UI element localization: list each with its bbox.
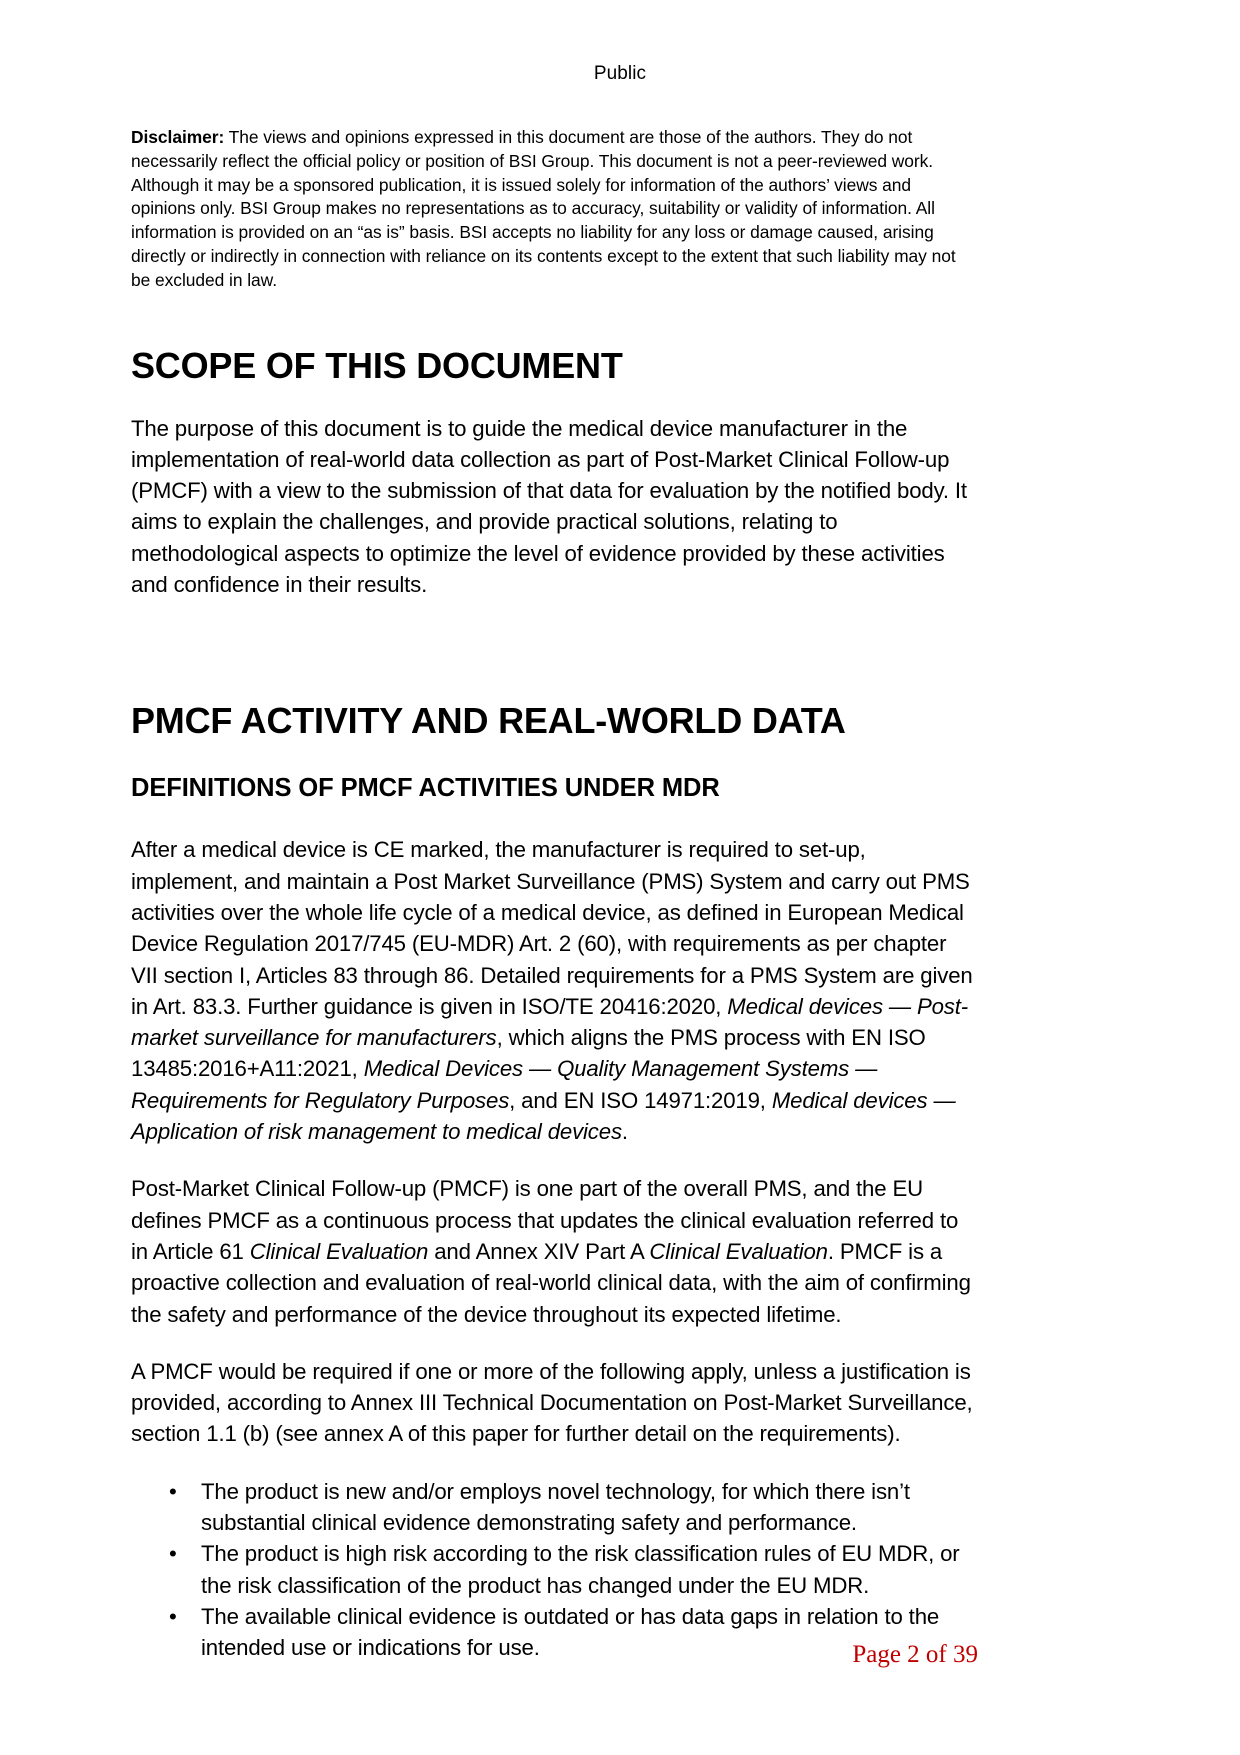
text-run: . PMCF is a proactive collection and evaluation of real-world clinical data, with the aim of confirming the safety and performance of the device throughout its expected lifetime. xyxy=(131,1238,971,1327)
heading-definitions-of-pmcf-activities-under-mdr: DEFINITIONS OF PMCF ACTIVITIES UNDER MDR xyxy=(131,774,720,803)
heading-pmcf-activity-and-real-world-data: PMCF ACTIVITY AND REAL-WORLD DATA xyxy=(131,700,846,742)
heading-scope-of-this-document: SCOPE OF THIS DOCUMENT xyxy=(131,344,623,386)
text-run: Post-Market Clinical Follow-up (PMCF) is one part of the overall PMS, and the EU defines PMCF as a continuous process that updates the clinical evaluation referred to in Article 61 xyxy=(131,1176,959,1264)
pmcf-requirement-bullet-list xyxy=(131,1476,976,1664)
bullet-icon: • xyxy=(169,1541,177,1567)
spacer xyxy=(131,626,976,700)
page-number-footer: Page 2 of 39 xyxy=(852,1641,978,1668)
list-item xyxy=(131,1538,976,1601)
document-classification-header: Public xyxy=(593,63,647,84)
disclaimer-label: Disclaimer: xyxy=(131,127,225,147)
bullet-icon: • xyxy=(169,1603,177,1629)
spacer xyxy=(131,387,976,413)
spacer xyxy=(131,742,976,772)
list-item-text: The product is new and/or employs novel technology, for which there isn’t substantial clinical evidence demonstrating safety and performance. xyxy=(201,1478,910,1535)
pmcf-overview-paragraph xyxy=(131,1173,976,1329)
list-item xyxy=(131,1476,976,1539)
spacer xyxy=(131,804,976,834)
reference-article-61-clinical-evaluation: Clinical Evaluation xyxy=(249,1238,429,1264)
text-run: . xyxy=(621,1119,628,1145)
document-content xyxy=(131,126,976,1663)
standard-title-iso-13485: Medical Devices — Quality Management Systems — Requirements for Regulatory Purposes xyxy=(131,1056,878,1113)
text-run: After a medical device is CE marked, the manufacturer is required to set-up, implement, and maintain a Post Market Surveillance (PMS) System and carry out PMS activities over the whole life cycle of a medical device, as defined in European Medical Device Regulation 2017/745 (EU-MDR) Art. 2 (60), with requirements as per chapter VII section I, Articles 83 through 86. Detailed requirements for a PMS System are given in Art. 83.3. Further guidance is given in ISO/TE 20416:2020, xyxy=(131,837,973,1019)
standard-title-iso-14971: Medical devices — Application of risk management to medical devices xyxy=(131,1087,956,1145)
disclaimer-text: The views and opinions expressed in this document are those of the authors. They do not necessarily reflect the official policy or position of BSI Group. This document is not a peer-reviewed work. Although it may be a sponsored publication, it is issued solely for information of the authors’ views and opinions only. BSI Group makes no representations as to accuracy, suitability or validity of information. All information is provided on an “as is” basis. BSI accepts no liability for any loss or damage caused, arising directly or indirectly in connection with reliance on its contents except to the extent that such liability may not be excluded in law. xyxy=(131,127,956,290)
reference-annex-xiv-clinical-evaluation: Clinical Evaluation xyxy=(649,1238,828,1264)
spacer xyxy=(131,299,976,345)
text-run: and Annex XIV Part A xyxy=(428,1238,650,1264)
standard-title-iso-20416: Medical devices — Post-market surveillance for manufacturers xyxy=(131,993,968,1051)
bullet-icon: • xyxy=(169,1478,177,1504)
list-item-text: The available clinical evidence is outdated or has data gaps in relation to the intended use or indications for use. xyxy=(201,1603,940,1661)
disclaimer-paragraph xyxy=(131,126,976,293)
list-item-text: The product is high risk according to the risk classification rules of EU MDR, or the risk classification of the product has changed under the EU MDR. xyxy=(201,1541,960,1598)
pmcf-requirement-paragraph: A PMCF would be required if one or more of the following apply, unless a justification is provided, according to Annex III Technical Documentation on Post-Market Surveillance, section 1.1 (b) (see annex A of this paper for further detail on the requirements). xyxy=(131,1358,973,1447)
text-run: , and EN ISO 14971:2019, xyxy=(509,1087,772,1113)
pmcf-definitions-paragraph xyxy=(131,834,976,1147)
text-run: , which aligns the PMS process with EN ISO 13485:2016+A11:2021, xyxy=(131,1025,926,1082)
scope-paragraph: The purpose of this document is to guide the medical device manufacturer in the implementation of real-world data collection as part of Post-Market Clinical Follow-up (PMCF) with a view to the submission of that data for evaluation by the notified body. It aims to explain the challenges, and provide practical solutions, relating to methodological aspects to optimize the level of evidence provided by these activities and confidence in their results. xyxy=(131,415,967,598)
